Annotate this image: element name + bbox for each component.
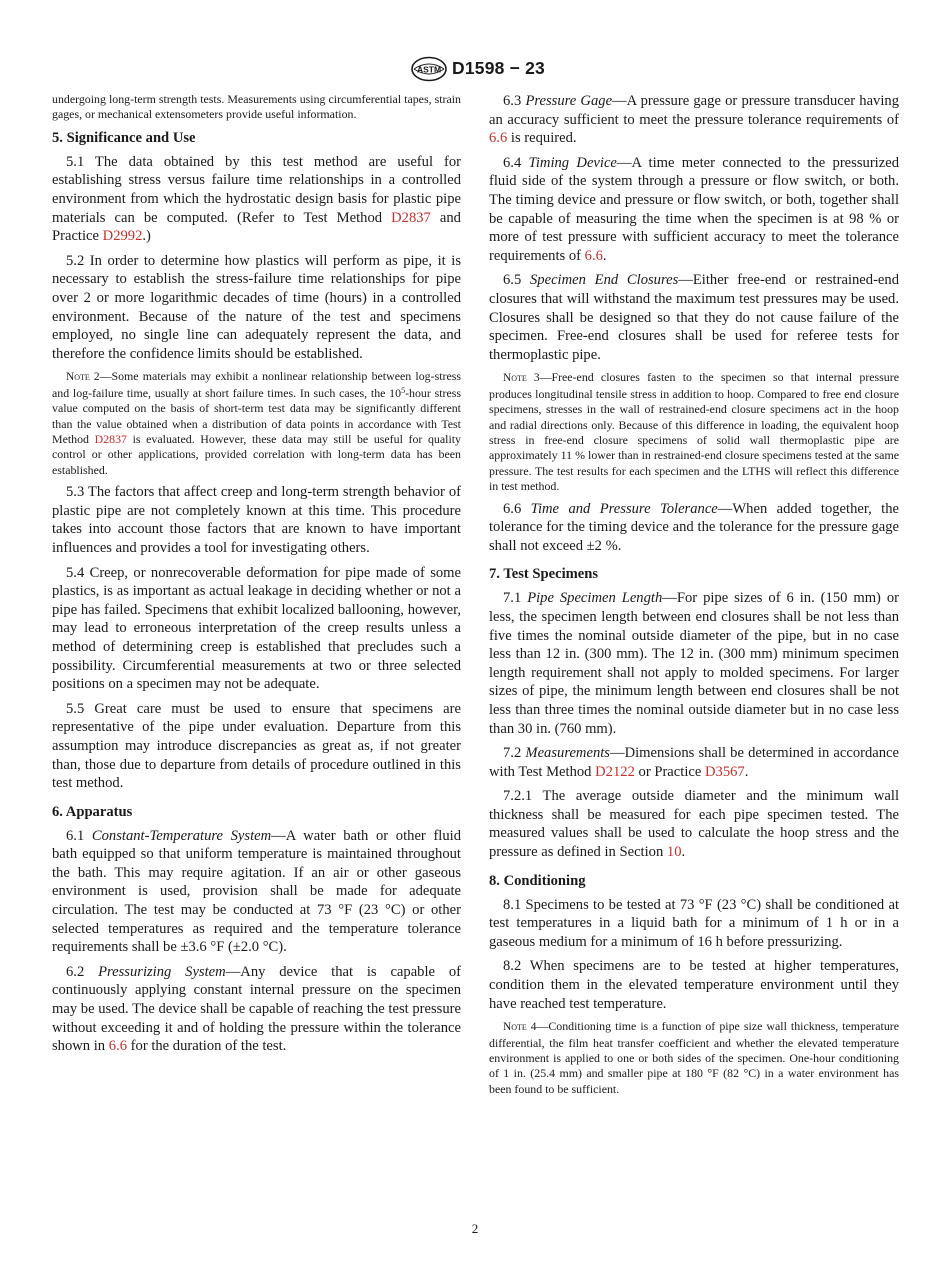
section-7-heading: 7. Test Specimens [489, 566, 599, 583]
paragraph-5-4: 5.4 Creep, or nonrecoverable deformation for pipe made of some plastics, is as important as actual leakage in deciding whether or not a pipe has failed. Specimens that exhibit localized ballooning, however, may lead to erroneous interpretation of the creep results unless a method of determining creep is established that precludes such a possibility. Circumferential measurements at two or three selected positions on a specimen may not be adequate. [52, 564, 461, 693]
ref-link-6-6[interactable]: 6.6 [584, 247, 603, 264]
section-5-heading: 5. Significance and Use [52, 129, 196, 146]
page-number: 2 [471, 1221, 479, 1236]
paragraph-8-2: 8.2 When specimens are to be tested at higher temperatures, condition them in the elevated temperature environment until they have reached test temperature. [489, 958, 899, 1012]
document-designation: D1598 − 23 [452, 58, 545, 78]
paragraph-6-6: 6.6 Time and Pressure Tolerance—When added together, the tolerance for the timing device and the tolerance for the pressure gage shall not exceed ±2 %. [489, 500, 900, 554]
paragraph-8-1: 8.1 Specimens to be tested at 73 °F (23 °C) shall be conditioned at test temperatures in a liquid bath for a minimum of 1 h or in a gaseous medium for a minimum of 16 h before pressurizing. [489, 896, 899, 950]
paragraph-5-1: 5.1 The data obtained by this test method are useful for establishing stress versus failure time relationships in a controlled environment from which the hydrostatic design basis for plastic pipe materials can be computed. (Refer to Test Method D2837 and Practice D2992.) [52, 153, 461, 245]
paragraph-5-3: 5.3 The factors that affect creep and long-term strength behavior of plastic pipe are not completely known at this time. This procedure takes into account those factors that are known to have important influences and provides a tool for investigating others. [52, 484, 461, 556]
intro-paragraph: undergoing long-term strength tests. Measurements using circumferential tapes, strain gages, or mechanical extensometers provide useful information. [52, 92, 461, 122]
right-column [489, 92, 899, 1102]
page-header [0, 56, 950, 84]
paragraph-6-1: 6.1 Constant-Temperature System—A water bath or other fluid bath equipped so that uniform temperature is maintained throughout the bath. This may require agitation. If an air or other gaseous environment is used, provision shall be made for adequate circulation. The test may be conducted at 73 °F (23 °C) or other selected temperatures as required and the temperature tolerance requirements shall be ±3.6 °F (±2.0 °C). [52, 827, 462, 956]
ref-link-d2122[interactable]: D2122 [595, 763, 635, 780]
paragraph-5-2: 5.2 In order to determine how plastics will perform as pipe, it is necessary to establish the stress-failure time relationships for pipe over 2 or more logarithmic decades of time (hours) in a controlled environment. Because of the nature of the test and specimens employed, no single line can adequately represent the data, and therefore the confidence limits should be established. [52, 252, 461, 362]
ref-link-6-6[interactable]: 6.6 [489, 130, 508, 147]
note-3: Note 3—Free-end closures fasten to the specimen so that internal pressure produces longitudinal tensile stress in addition to hoop. Compared to free end closure specimens, stresses in the wall of restrained-end closure specimens act in the hoop and radial directions only. Because of this difference in loading, the equivalent hoop stress in free-end closure specimens of solid wall thermoplastic pipe are approximately 11 % lower than in restrained-end closure specimens tested at the same pressure. The test results for each specimen and the LTHS will reflect this difference in test method. [489, 370, 899, 494]
paragraph-6-5: 6.5 Specimen End Closures—Either free-end or restrained-end closures that will withstand the maximum test pressures may be used. Closures shall be designed so that they do not cause failure of the specimen. Free-end closures shall be used for referee tests for thermoplastic pipe. [489, 272, 900, 363]
ref-link-section-10[interactable]: 10 [666, 844, 682, 861]
paragraph-7-2: 7.2 Measurements—Dimensions shall be determined in accordance with Test Method D2122 or Practice D3567. [489, 745, 900, 780]
ref-link-d3567[interactable]: D3567 [704, 763, 745, 780]
paragraph-7-2-1: 7.2.1 The average outside diameter and the minimum wall thickness shall be measured for each pipe specimen tested. The measured values shall be used to calculate the hoop stress and the pressure as defined in Section 10. [489, 788, 899, 861]
note-4: Note 4—Conditioning time is a function of pipe size wall thickness, temperature differential, the film heat transfer coefficient and whether the elevated temperature environment is applied to one or both sides of the specimen. One-hour conditioning of 1 in. (25.4 mm) and smaller pipe at 180 °F (82 °C) in a water environment has been found to be sufficient. [489, 1019, 900, 1096]
paragraph-6-2: 6.2 Pressurizing System—Any device that is capable of continuously applying constant internal pressure on the specimen may be used. The device shall be capable of reaching the test pressure without exceeding it and of holding the pressure within the tolerance shown in 6.6 for the duration of the test. [52, 963, 461, 1055]
ref-link-d2837[interactable]: D2837 [391, 209, 431, 226]
paragraph-6-4: 6.4 Timing Device—A time meter connected to the pressurized fluid side of the system through a pressure or flow switch, or both. The timing device and pressure or flow switch, or both, together shall be capable of measuring the time when the specimen is at 98 % or more of test pressure with sufficient accuracy to meet the tolerance requirements of 6.6. [489, 154, 899, 264]
left-column [52, 92, 461, 1062]
paragraph-5-5: 5.5 Great care must be used to ensure that specimens are representative of the pipe under evaluation. Departure from this assumption may introduce discrepancies as great as, if not greater than, those due to departure from details of procedure outlined in this test method. [52, 700, 461, 792]
ref-link-6-6[interactable]: 6.6 [108, 1038, 128, 1055]
logo-text: ASTM [416, 64, 442, 75]
note-2: Note 2—Some materials may exhibit a nonlinear relationship between log-stress and log-failure time, usually at short failure times. In such cases, the $10^5$-hour stress value computed on the basis of short-term test data may be significantly different than the value obtained when a distribution of data points in accordance with Test Method D2837 is evaluated. However, these data may still be useful for quality control or other applications, provided correlation with long-term data has been established. [52, 369, 462, 477]
section-6-heading: 6. Apparatus [52, 803, 133, 820]
paragraph-7-1: 7.1 Pipe Specimen Length—For pipe sizes of 6 in. (150 mm) or less, the specimen length between end closures shall be not less than five times the nominal outside diameter of the pipe, but in no case less than 12 in. (300 mm). The 12 in. (300 mm) minimum specimen length requirement shall not apply to molded specimens. For larger sizes of pipe, the minimum length between end closures shall be not less than three times the nominal outside diameter but in no case less than 30 in. (760 mm). [489, 590, 900, 737]
ref-link-d2992[interactable]: D2992 [102, 228, 143, 245]
paragraph-6-3: 6.3 Pressure Gage—A pressure gage or pressure transducer having an accuracy sufficient to meet the pressure tolerance requirements of 6.6 is required. [489, 93, 899, 147]
section-8-heading: 8. Conditioning [489, 872, 586, 889]
ref-link-d2837-note[interactable]: D2837 [94, 431, 127, 446]
astm-logo-icon [410, 56, 448, 82]
